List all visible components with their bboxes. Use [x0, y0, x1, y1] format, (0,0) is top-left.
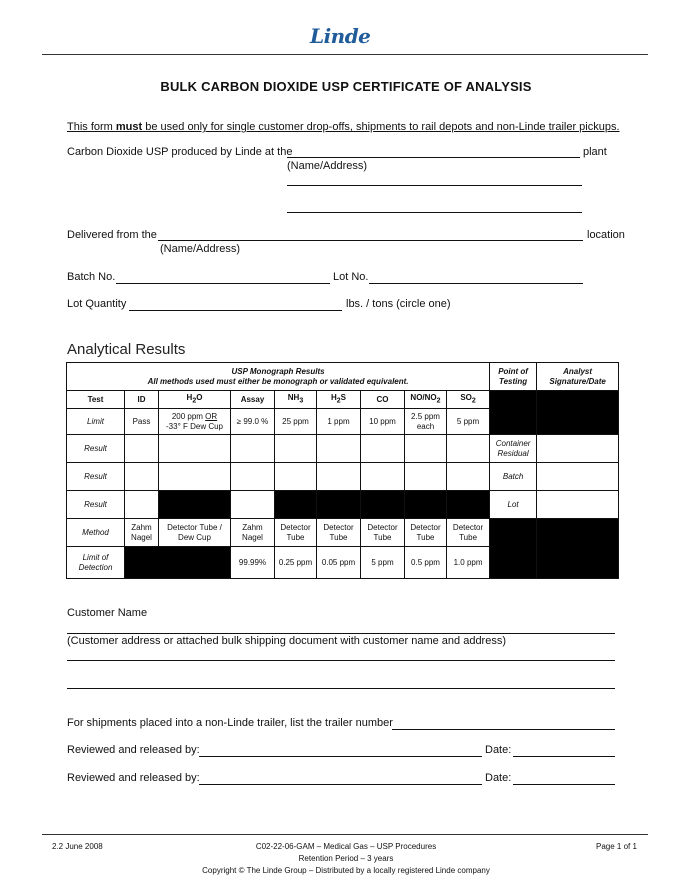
reviewed-by-input-2[interactable] — [199, 784, 482, 785]
analytical-results-heading: Analytical Results — [67, 341, 186, 358]
detection-so2: 1.0 ppm — [447, 547, 490, 579]
result-h2s-cell[interactable] — [317, 463, 361, 491]
date-label-1: Date: — [485, 744, 512, 756]
blacked-out-cell — [537, 519, 619, 579]
date-input-1[interactable] — [513, 756, 615, 757]
reviewed-by-input-1[interactable] — [199, 756, 482, 757]
result-label: Result — [67, 435, 125, 463]
name-address-caption-1: (Name/Address) — [287, 160, 368, 172]
lot-label: Lot No. — [333, 271, 369, 283]
limit-co: 10 ppm — [361, 409, 405, 435]
detection-assay: 99.99% — [231, 547, 275, 579]
footer-page-number: Page 1 of 1 — [596, 842, 637, 851]
detection-h2s: 0.05 ppm — [317, 547, 361, 579]
limit-assay: ≥ 99.0 % — [231, 409, 275, 435]
result-co-cell[interactable] — [361, 463, 405, 491]
footer-retention: Retention Period – 3 years — [298, 854, 394, 863]
col-h2o: $H_2O$ — [159, 391, 231, 409]
linde-logo: Linde — [310, 24, 371, 48]
col-h2s: $H_2S$ — [317, 391, 361, 409]
method-so2: Detector Tube — [447, 519, 490, 547]
col-co: CO — [361, 391, 405, 409]
result-row-container — [67, 435, 619, 463]
trailer-number-input[interactable] — [392, 729, 615, 730]
page-title: BULK CARBON DIOXIDE USP CERTIFICATE OF ANALYSIS — [160, 79, 532, 94]
result-id-cell[interactable] — [125, 435, 159, 463]
customer-address-line-1[interactable] — [67, 660, 615, 661]
limit-label: Limit — [67, 409, 125, 435]
notice-text-after: be used only for single customer drop-offs, shipments to rail depots and non-Linde trailer pickups. — [142, 121, 620, 133]
header-rule — [42, 54, 648, 55]
notice-emphasis: must — [115, 121, 143, 133]
result-h2o-cell[interactable] — [159, 463, 231, 491]
blacked-out-cell — [361, 491, 405, 519]
result-no-cell[interactable] — [405, 463, 447, 491]
container-residual-label: Container Residual — [490, 435, 537, 463]
method-row — [67, 519, 619, 547]
lot-input[interactable] — [369, 283, 583, 284]
produced-plant-input[interactable] — [287, 157, 580, 158]
result-h2s-cell[interactable] — [317, 435, 361, 463]
analyst-signature-cell[interactable] — [537, 435, 619, 463]
batch-input[interactable] — [116, 283, 330, 284]
col-assay: Assay — [231, 391, 275, 409]
usage-notice — [67, 121, 620, 133]
name-address-caption-2: (Name/Address) — [160, 243, 241, 255]
blacked-out-cell — [537, 391, 619, 435]
analyst-signature-cell[interactable] — [537, 491, 619, 519]
result-assay-cell[interactable] — [231, 491, 275, 519]
table-title-row — [67, 363, 619, 391]
detection-label: Limit of Detection — [67, 547, 125, 579]
footer-copyright: Copyright © The Linde Group – Distributed by a locally registered Linde company — [202, 866, 490, 875]
blacked-out-cell — [490, 391, 537, 435]
blacked-out-cell — [125, 547, 231, 579]
col-id: ID — [125, 391, 159, 409]
location-label: location — [587, 229, 625, 241]
result-id-cell[interactable] — [125, 491, 159, 519]
produced-label: Carbon Dioxide USP produced by Linde at the — [67, 146, 293, 158]
method-h2s: Detector Tube — [317, 519, 361, 547]
result-id-cell[interactable] — [125, 463, 159, 491]
result-row-lot — [67, 491, 619, 519]
blacked-out-cell — [405, 491, 447, 519]
customer-address-caption: (Customer address or attached bulk shipping document with customer name and address) — [67, 635, 507, 647]
blacked-out-cell — [447, 491, 490, 519]
batch-point-label: Batch — [490, 463, 537, 491]
customer-address-line-2[interactable] — [67, 688, 615, 689]
result-assay-cell[interactable] — [231, 435, 275, 463]
notice-text-before: This form — [67, 121, 116, 133]
col-nh3: $NH_3$ — [275, 391, 317, 409]
blacked-out-cell — [159, 491, 231, 519]
produced-address-line-1[interactable] — [287, 185, 582, 186]
result-assay-cell[interactable] — [231, 463, 275, 491]
method-no: Detector Tube — [405, 519, 447, 547]
lot-quantity-unit: lbs. / tons (circle one) — [346, 298, 451, 310]
date-input-2[interactable] — [513, 784, 615, 785]
reviewed-label-1: Reviewed and released by: — [67, 744, 200, 756]
blacked-out-cell — [275, 491, 317, 519]
footer-doc-id: C02-22-06-GAM – Medical Gas – USP Procedures — [255, 842, 437, 851]
customer-name-input[interactable] — [67, 633, 615, 634]
result-h2o-cell[interactable] — [159, 435, 231, 463]
footer-rule — [42, 834, 648, 835]
lot-point-label: Lot — [490, 491, 537, 519]
method-assay: Zahm Nagel — [231, 519, 275, 547]
limit-h2o: 200 ppm OR -33° F Dew Cup — [159, 409, 231, 435]
result-label: Result — [67, 463, 125, 491]
monograph-subtitle: All methods used must either be monograph or validated equivalent. — [147, 376, 409, 386]
detection-co: 5 ppm — [361, 547, 405, 579]
limit-so2: 5 ppm — [447, 409, 490, 435]
blacked-out-cell — [490, 519, 537, 579]
method-label: Method — [67, 519, 125, 547]
col-test: Test — [67, 391, 125, 409]
monograph-title: USP Monograph Results — [231, 367, 325, 377]
batch-label: Batch No. — [67, 271, 116, 283]
lot-quantity-label: Lot Quantity — [67, 298, 127, 310]
method-h2o: Detector Tube / Dew Cup — [159, 519, 231, 547]
analytical-results-table — [66, 362, 619, 579]
result-no-cell[interactable] — [405, 435, 447, 463]
result-so2-cell[interactable] — [447, 435, 490, 463]
detection-no: 0.5 ppm — [405, 547, 447, 579]
result-nh3-cell[interactable] — [275, 435, 317, 463]
result-co-cell[interactable] — [361, 435, 405, 463]
produced-address-line-2[interactable] — [287, 212, 582, 213]
result-label: Result — [67, 491, 125, 519]
col-no-no2: $NO/NO_2$ — [405, 391, 447, 409]
result-nh3-cell[interactable] — [275, 463, 317, 491]
column-header-row — [67, 391, 619, 409]
blacked-out-cell — [317, 491, 361, 519]
date-label-2: Date: — [485, 772, 512, 784]
limit-nh3: 25 ppm — [275, 409, 317, 435]
method-co: Detector Tube — [361, 519, 405, 547]
reviewed-label-2: Reviewed and released by: — [67, 772, 200, 784]
limit-id: Pass — [125, 409, 159, 435]
limit-no: 2.5 ppm each — [405, 409, 447, 435]
lot-quantity-input[interactable] — [129, 310, 342, 311]
method-nh3: Detector Tube — [275, 519, 317, 547]
trailer-label: For shipments placed into a non-Linde trailer, list the trailer number — [67, 717, 393, 729]
analyst-signature-header: Analyst Signature/Date — [537, 363, 619, 391]
point-of-testing-header: Point of Testing — [490, 363, 537, 391]
result-row-batch — [67, 463, 619, 491]
limit-h2s: 1 ppm — [317, 409, 361, 435]
customer-name-label: Customer Name — [67, 607, 148, 619]
delivered-label: Delivered from the — [67, 229, 157, 241]
plant-label: plant — [583, 146, 607, 158]
method-id: Zahm Nagel — [125, 519, 159, 547]
result-so2-cell[interactable] — [447, 463, 490, 491]
footer-revision: 2.2 June 2008 — [52, 842, 103, 851]
analyst-signature-cell[interactable] — [537, 463, 619, 491]
delivered-location-input[interactable] — [158, 240, 583, 241]
monograph-header-cell — [67, 363, 490, 391]
col-so2: $SO_2$ — [447, 391, 490, 409]
detection-nh3: 0.25 ppm — [275, 547, 317, 579]
